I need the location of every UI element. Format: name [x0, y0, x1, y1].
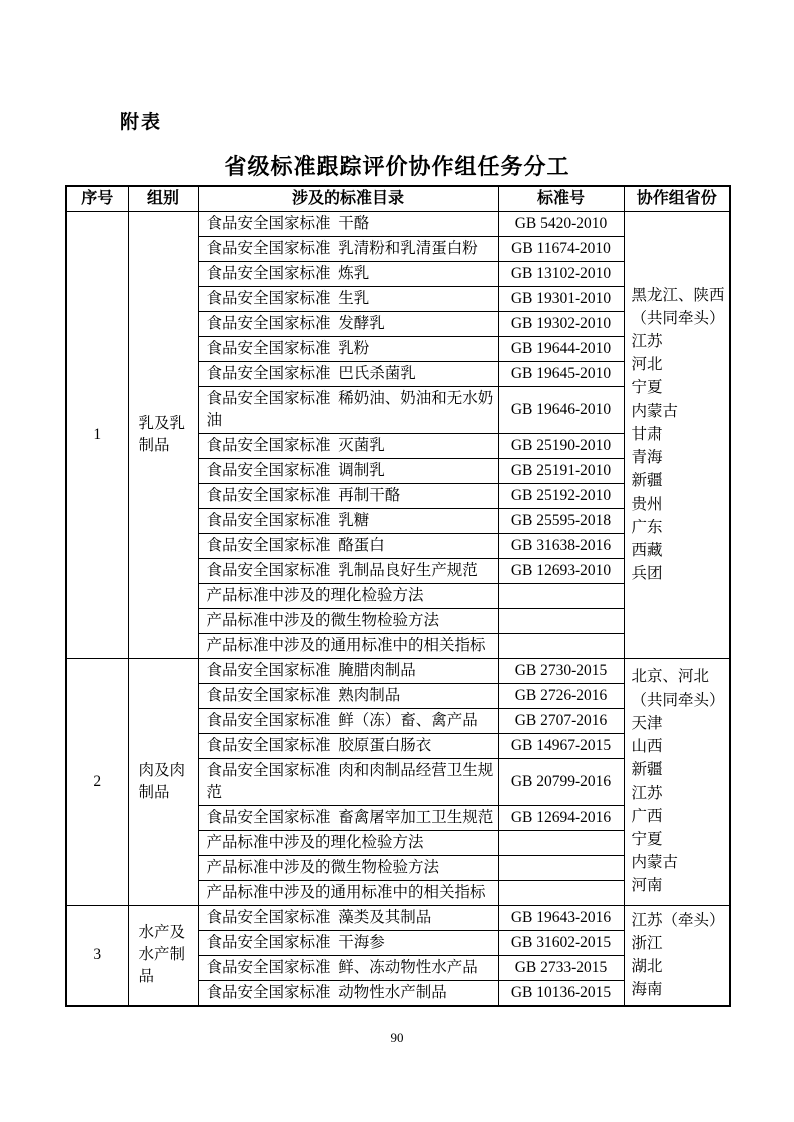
standard-name: 食品安全国家标准 再制干酪 — [198, 483, 498, 508]
province-line: 北京、河北 — [631, 668, 710, 686]
provinces-cell — [624, 905, 730, 1006]
standard-name: 产品标准中涉及的通用标准中的相关指标 — [198, 633, 498, 658]
standard-code: GB 20799-2016 — [498, 758, 624, 805]
standard-code: GB 19644-2010 — [498, 336, 624, 361]
province-line: 江苏 — [631, 784, 663, 802]
standard-name: 食品安全国家标准 腌腊肉制品 — [198, 658, 498, 683]
province-line: 新疆 — [631, 761, 663, 779]
standard-name: 食品安全国家标准 巴氏杀菌乳 — [198, 361, 498, 386]
standard-code: GB 31602-2015 — [498, 930, 624, 955]
standard-code — [498, 880, 624, 905]
group-seq: 3 — [66, 905, 128, 1006]
group-category: 水产及水产制品 — [128, 905, 198, 1006]
province-line: 西藏 — [631, 541, 663, 559]
province-line: 贵州 — [631, 495, 663, 513]
standard-code: GB 25191-2010 — [498, 458, 624, 483]
province-line: 天津 — [631, 714, 663, 732]
standard-code: GB 31638-2016 — [498, 533, 624, 558]
provinces-cell — [624, 211, 730, 658]
group-seq: 1 — [66, 211, 128, 658]
standard-name: 食品安全国家标准 胶原蛋白肠衣 — [198, 733, 498, 758]
province-line: （共同牵头） — [631, 309, 725, 327]
standard-code: GB 10136-2015 — [498, 980, 624, 1006]
standard-code — [498, 633, 624, 658]
standard-name: 食品安全国家标准 熟肉制品 — [198, 683, 498, 708]
group-category: 乳及乳制品 — [128, 211, 198, 658]
standard-name: 食品安全国家标准 酪蛋白 — [198, 533, 498, 558]
standard-name: 食品安全国家标准 调制乳 — [198, 458, 498, 483]
standard-code: GB 19646-2010 — [498, 386, 624, 433]
standard-name: 产品标准中涉及的微生物检验方法 — [198, 855, 498, 880]
province-line: 山西 — [631, 738, 663, 756]
standard-code: GB 25192-2010 — [498, 483, 624, 508]
standard-code: GB 13102-2010 — [498, 261, 624, 286]
standard-name: 食品安全国家标准 鲜、冻动物性水产品 — [198, 955, 498, 980]
province-line: 海南 — [631, 981, 663, 999]
standard-name: 食品安全国家标准 藻类及其制品 — [198, 905, 498, 930]
province-line: 浙江 — [631, 934, 663, 952]
province-line: 内蒙古 — [631, 854, 679, 872]
task-division-table — [65, 185, 731, 1007]
header-seq: 序号 — [66, 186, 128, 211]
header-provinces: 协作组省份 — [624, 186, 730, 211]
standard-code: GB 12693-2010 — [498, 558, 624, 583]
table-row — [66, 905, 730, 930]
header-group: 组别 — [128, 186, 198, 211]
province-line: 宁夏 — [631, 379, 663, 397]
standard-name: 食品安全国家标准 乳粉 — [198, 336, 498, 361]
standard-name: 食品安全国家标准 干海参 — [198, 930, 498, 955]
standard-name: 食品安全国家标准 鲜（冻）畜、禽产品 — [198, 708, 498, 733]
standard-code: GB 2730-2015 — [498, 658, 624, 683]
standard-code — [498, 830, 624, 855]
standard-code: GB 19301-2010 — [498, 286, 624, 311]
standard-code: GB 2733-2015 — [498, 955, 624, 980]
standard-name: 食品安全国家标准 动物性水产制品 — [198, 980, 498, 1006]
standard-name: 产品标准中涉及的微生物检验方法 — [198, 608, 498, 633]
standard-code: GB 25595-2018 — [498, 508, 624, 533]
standard-code: GB 12694-2016 — [498, 805, 624, 830]
province-line: 广西 — [631, 807, 663, 825]
standard-name: 食品安全国家标准 炼乳 — [198, 261, 498, 286]
header-code: 标准号 — [498, 186, 624, 211]
standard-name: 食品安全国家标准 肉和肉制品经营卫生规范 — [198, 758, 498, 805]
standard-code: GB 14967-2015 — [498, 733, 624, 758]
standard-code: GB 5420-2010 — [498, 211, 624, 236]
province-line: 广东 — [631, 518, 663, 536]
standard-code — [498, 608, 624, 633]
header-catalog: 涉及的标准目录 — [198, 186, 498, 211]
standard-name: 食品安全国家标准 干酪 — [198, 211, 498, 236]
table-row — [66, 658, 730, 683]
province-line: 湖北 — [631, 958, 663, 975]
standard-name: 食品安全国家标准 发酵乳 — [198, 311, 498, 336]
standard-name: 食品安全国家标准 生乳 — [198, 286, 498, 311]
standard-code: GB 2707-2016 — [498, 708, 624, 733]
province-line: 甘肃 — [631, 425, 663, 443]
group-category: 肉及肉制品 — [128, 658, 198, 905]
province-line: 河北 — [631, 356, 663, 374]
page-title: 省级标准跟踪评价协作组任务分工 — [224, 154, 570, 179]
standard-code: GB 19643-2016 — [498, 905, 624, 930]
standard-code: GB 11674-2010 — [498, 236, 624, 261]
province-line: 青海 — [631, 449, 663, 467]
standard-name: 食品安全国家标准 畜禽屠宰加工卫生规范 — [198, 805, 498, 830]
standard-name: 食品安全国家标准 稀奶油、奶油和无水奶油 — [198, 386, 498, 433]
province-line: （共同牵头） — [631, 691, 725, 709]
table-header-row — [66, 186, 730, 211]
standard-code: GB 19645-2010 — [498, 361, 624, 386]
table-row — [66, 211, 730, 236]
standard-code — [498, 855, 624, 880]
provinces-cell — [624, 658, 730, 905]
standard-name: 食品安全国家标准 乳清粉和乳清蛋白粉 — [198, 236, 498, 261]
province-line: 河南 — [631, 877, 663, 895]
province-line: 新疆 — [631, 472, 663, 490]
province-line: 宁夏 — [631, 830, 663, 848]
province-line: 黑龙江、陕西 — [631, 286, 725, 304]
standard-name: 食品安全国家标准 乳制品良好生产规范 — [198, 558, 498, 583]
province-line: 内蒙古 — [631, 402, 679, 420]
standard-code: GB 25190-2010 — [498, 433, 624, 458]
task-table-body — [66, 211, 730, 1006]
province-line: 兵团 — [631, 565, 663, 583]
page-number: 90 — [390, 1030, 404, 1045]
standard-code: GB 2726-2016 — [498, 683, 624, 708]
standard-name: 产品标准中涉及的理化检验方法 — [198, 830, 498, 855]
annex-label: 附表 — [120, 111, 163, 133]
standard-code: GB 19302-2010 — [498, 311, 624, 336]
group-seq: 2 — [66, 658, 128, 905]
province-line: 江苏 — [631, 333, 663, 351]
standard-name: 产品标准中涉及的通用标准中的相关指标 — [198, 880, 498, 905]
standard-code — [498, 583, 624, 608]
standard-name: 产品标准中涉及的理化检验方法 — [198, 583, 498, 608]
standard-name: 食品安全国家标准 灭菌乳 — [198, 433, 498, 458]
province-line: 江苏（牵头） — [631, 911, 725, 929]
standard-name: 食品安全国家标准 乳糖 — [198, 508, 498, 533]
